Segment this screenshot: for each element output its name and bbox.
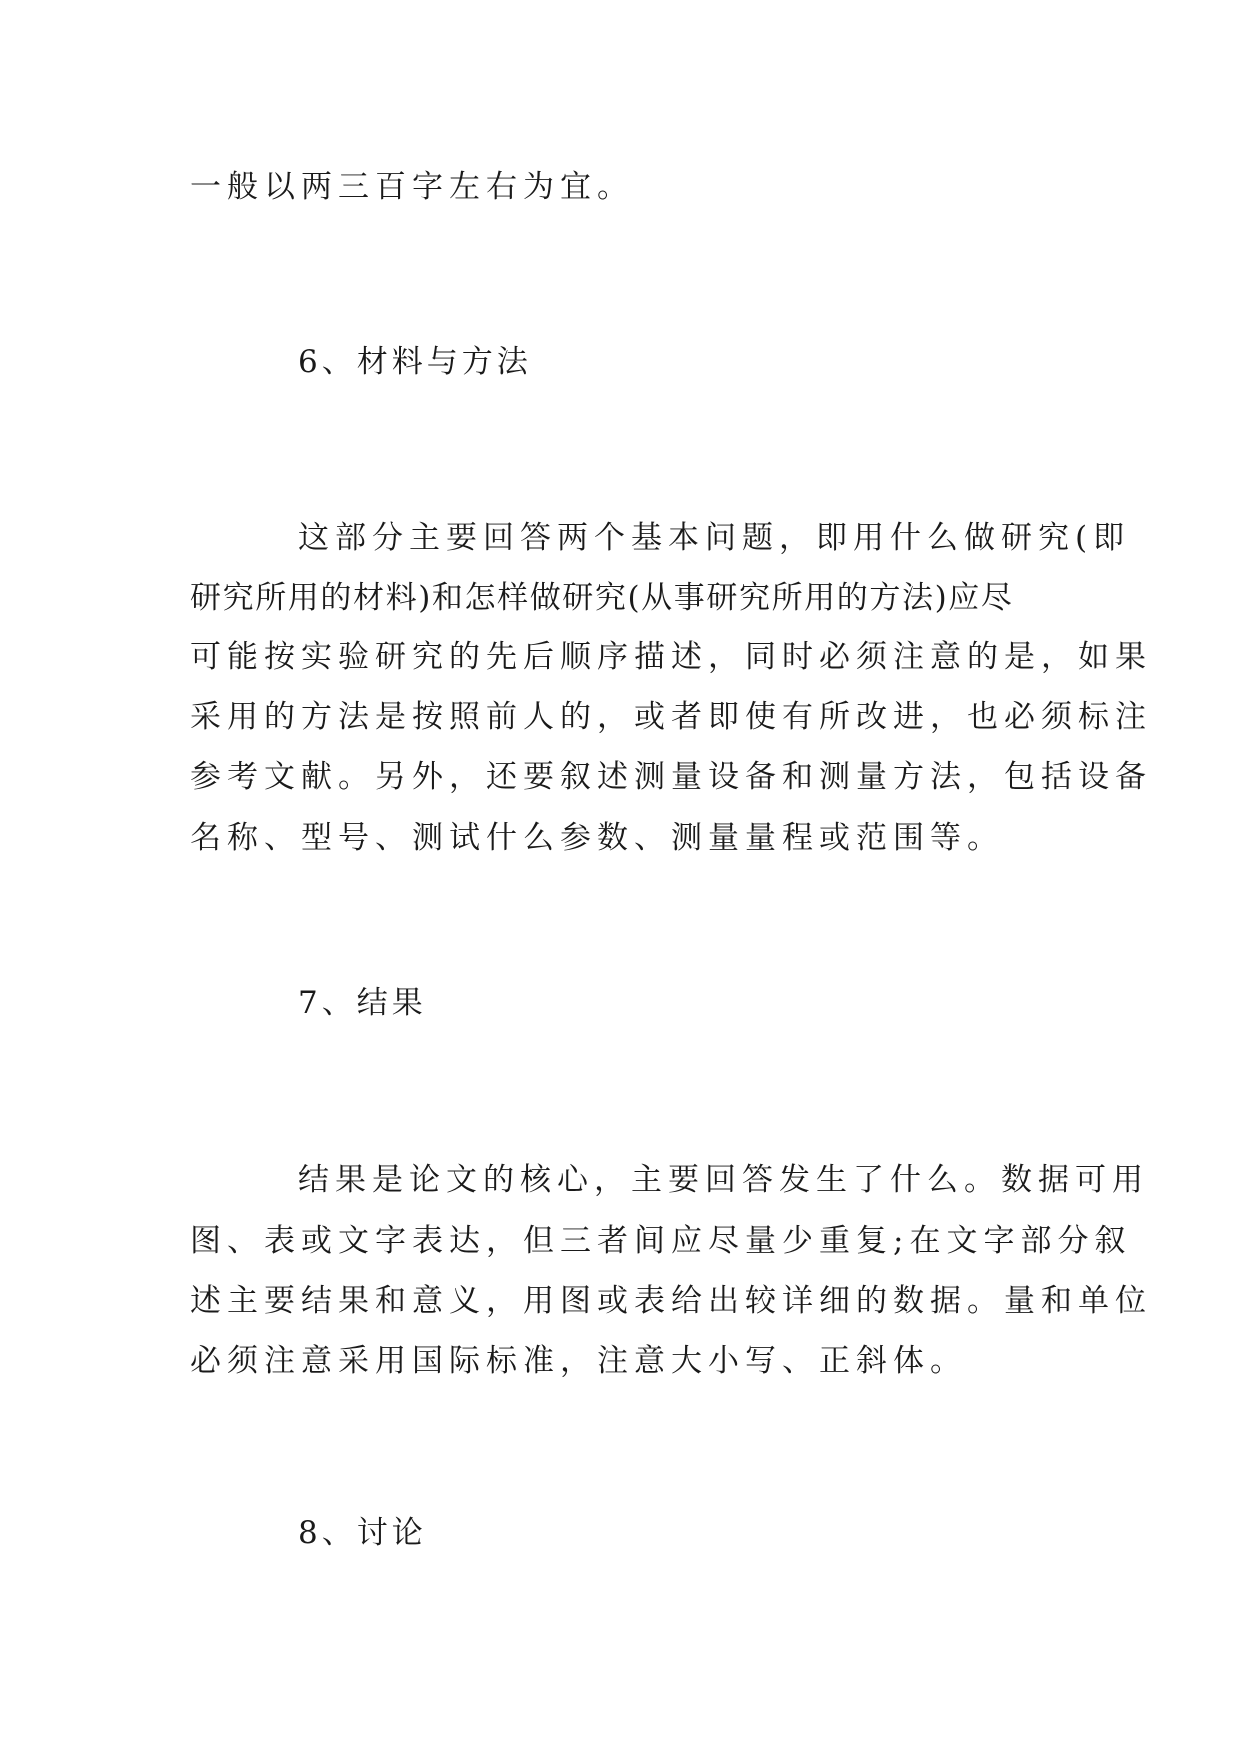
section-7-line-3: 述主要结果和意义，用图或表给出较详细的数据。量和单位 [190,1283,1152,1319]
section-6-heading: 6、材料与方法 [298,344,532,380]
section-6-line-5: 参考文献。另外，还要叙述测量设备和测量方法，包括设备 [190,759,1152,795]
section-7-heading: 7、结果 [298,985,427,1021]
section-6-line-1: 这部分主要回答两个基本问题，即用什么做研究(即 [298,520,1131,556]
section-6-line-6: 名称、型号、测试什么参数、测量量程或范围等。 [190,820,1004,856]
section-6-line-4: 采用的方法是按照前人的，或者即使有所改进，也必须标注 [190,699,1152,735]
section-7-line-2: 图、表或文字表达，但三者间应尽量少重复;在文字部分叙 [190,1223,1132,1259]
section-7-line-1: 结果是论文的核心，主要回答发生了什么。数据可用 [298,1162,1149,1198]
section-6-line-2: 研究所用的材料)和怎样做研究(从事研究所用的方法)应尽 [190,580,1014,616]
section-8-heading: 8、讨论 [298,1515,427,1551]
intro-tail-line: 一般以两三百字左右为宜。 [190,169,634,205]
section-7-line-4: 必须注意采用国际标准，注意大小写、正斜体。 [190,1343,967,1379]
section-6-line-3: 可能按实验研究的先后顺序描述，同时必须注意的是，如果 [190,639,1152,675]
